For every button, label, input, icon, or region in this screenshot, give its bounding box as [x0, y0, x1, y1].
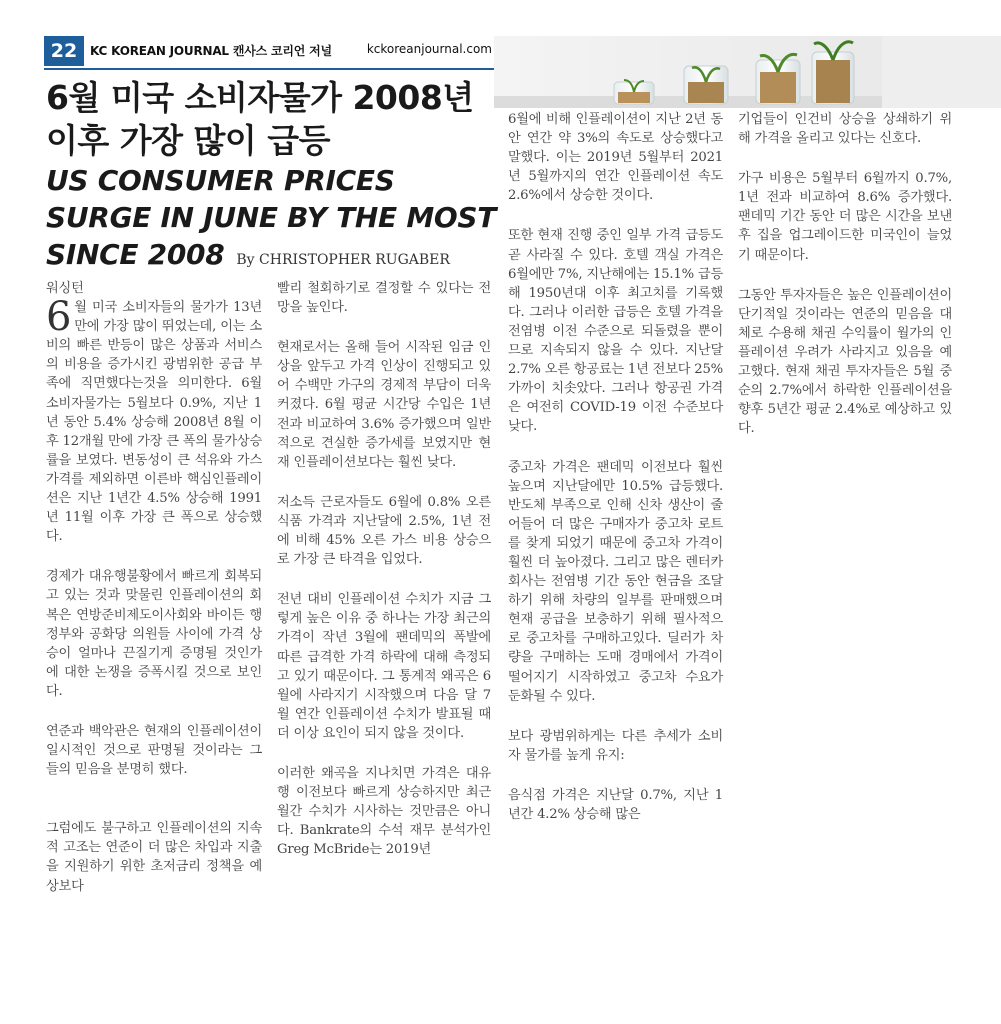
paragraph: 현재로서는 올해 들어 시작된 임금 인상을 앞두고 가격 인상이 진행되고 있어 수백만 가구의 경제적 부담이 더욱 커졌다. 6월 평균 시간당 수입은 1년 전과 비교하여 3.6% 증가했으며 일반적으로 견실한 증가세를 보였지만 현재 인플레이션보다는 훨씬 낮다.	[277, 340, 491, 470]
paragraph: 기업들이 인건비 상승을 상쇄하기 위해 가격을 올리고 있다는 신호다.	[738, 112, 952, 147]
article-column-2	[277, 279, 491, 859]
headline-english	[46, 162, 500, 279]
article-column-3	[508, 110, 723, 824]
jar-3	[756, 54, 800, 104]
paragraph: 중고차 가격은 팬데믹 이전보다 훨씬 높으며 지난달에만 10.5% 급등했다. 반도체 부족으로 인해 신차 생산이 줄어들어 더 많은 구매자가 중고차 로트를 찾게 되었기 때문에 중고차 가격이 훨씬 더 높아졌다. 그리고 많은 렌터카 회사는 전염병 기간 동안 현금을 조달하기 위해 차량의 일부를 판매했으며 현재 공급을 보충하기 위해 필사적으로 중고차를 구매하고있다. 딜러가 차량을 구매하는 도매 경매에서 가격이 떨어지기 시작하였고 중고차 수요가 둔화될 수 있다.	[508, 459, 723, 704]
paragraph: 이러한 왜곡을 지나치면 가격은 대유행 이전보다 빠르게 상승하지만 최근 월간 수치가 시사하는 것만큼은 아니다. Bankrate의 수석 재무 분석가인 Greg McBride는 2019년	[277, 765, 491, 858]
publication-name: KC KOREAN JOURNAL 캔사스 코리언 저널	[90, 44, 332, 58]
paragraph: 그럼에도 불구하고 인플레이션의 지속적 고조는 연준이 더 많은 차입과 지출을 지원하기 위한 초저금리 정책을 예상보다	[46, 821, 262, 894]
jar-2	[684, 66, 728, 104]
paragraph: 또한 현재 진행 중인 일부 가격 급등도 곧 사라질 수 있다. 호텔 객실 가격은 6월에만 7%, 지난해에는 15.1% 급등해 1950년대 이후 최고치를 기록했다. 그러나 이러한 급등은 호텔 가격을 전염병 이전 수준으로 되돌렸을 뿐이므로 지속되지 않을 수 있다. 지난달 2.7% 오른 항공료는 1년 전보다 25% 가까이 치솟았다. 그러나 항공권 가격은 여전히 COVID-19 이전 수준보다 낮다.	[508, 228, 723, 435]
website-url: kckoreanjournal.com	[366, 42, 492, 56]
paragraph: 가구 비용은 5월부터 6월까지 0.7%, 1년 전과 비교하여 8.6% 증가했다. 팬데믹 기간 동안 더 많은 시간을 보낸 후 집을 업그레이드한 미국인이 늘었기 때문이다.	[738, 171, 952, 263]
article-column-4	[738, 110, 952, 438]
jar-1	[614, 80, 654, 104]
byline: By CHRISTOPHER RUGABER	[236, 252, 450, 268]
paragraph: 저소득 근로자들도 6월에 0.8% 오른 식품 가격과 지난달에 2.5%, 1년 전에 비해 45% 오른 가스 비용 상승으로 가장 큰 타격을 입었다.	[277, 494, 491, 568]
lead-paragraph-text: 월 미국 소비자들의 물가가 13년 만에 가장 많이 뛰었는데, 이는 소비의 빠른 반등이 많은 상품과 서비스의 비용을 증가시킨 광범위한 공급 부족에 직면했다는것을 의미한다. 6월 소비자물가는 5월보다 0.9%, 지난 1년 동안 5.4% 상승해 2008년 8월 이후 12개월 만에 가장 큰 폭의 물가상승률을 보였다. 변동성이 큰 석유와 가스 가격를 제외하면 이른바 핵심인플레이션은 지난 1년간 4.5% 상승해 1991년 11월 이후 가장 큰 폭으로 상승했다.	[46, 300, 262, 545]
coin-jars-photo	[494, 36, 1001, 108]
headline-korean: 6월 미국 소비자물가 2008년 이후 가장 많이 급등	[46, 78, 474, 160]
dateline: 워싱턴	[46, 281, 84, 296]
paragraph: 전년 대비 인플레이션 수치가 지금 그렇게 높은 이유 중 하나는 가장 최근의 가격이 작년 3월에 팬데믹의 폭발에 따른 급격한 가격 하락에 대해 측정되고 있기 때문이다. 그 통계적 왜곡은 6월에 사라지기 시작했으며 다음 달 7월 연간 인플레이션 수치가 발표될 때 더 이상 요인이 되지 않을 것이다.	[277, 592, 491, 741]
paragraph: 경제가 대유행불황에서 빠르게 회복되고 있는 것과 맞물린 인플레이션의 회복은 연방준비제도이사회와 바이든 행정부와 공화당 의원들 사이에 가격 상승이 얼마나 끈질기게 증명될 것인가에 대한 논쟁을 증폭시킬 것으로 보인다.	[46, 569, 262, 699]
page-number: 22	[44, 36, 84, 66]
paragraph: 6월에 비해 인플레이션이 지난 2년 동안 연간 약 3%의 속도로 상승했다고 말했다. 이는 2019년 5월부터 2021년 5월까지의 연간 인플레이션 속도 2.6%에서 상승한 것이다.	[508, 112, 723, 204]
article-column-1	[46, 279, 262, 896]
paragraph: 연준과 백악관은 현재의 인플레이션이 일시적인 것으로 판명될 것이라는 그들의 믿음을 분명히 했다.	[46, 723, 262, 778]
header-rule	[44, 68, 494, 70]
paragraph: 음식점 가격은 지난달 0.7%, 지난 1년간 4.2% 상승해 많은	[508, 787, 723, 822]
paragraph: 그동안 투자자들은 높은 인플레이션이 단기적일 것이라는 연준의 믿음을 대체로 수용해 채권 수익률이 월가의 인플레이션 우려가 사라지고 있음을 예고했다. 현재 채권 투자자들은 5월 중순의 2.7%에서 하락한 인플레이션을 향후 5년간 평균 2.4%로 예상하고 있다.	[738, 287, 952, 437]
paragraph: 보다 광범위하게는 다른 추세가 소비자 물가를 높게 유지:	[508, 728, 723, 763]
headline-english-text: US CONSUMER PRICES SURGE IN JUNE BY THE MOST SINCE 2008	[46, 164, 497, 271]
paragraph: 빨리 철회하기로 결정할 수 있다는 전망을 높인다.	[277, 281, 491, 316]
drop-cap: 6	[46, 294, 72, 341]
page-header	[44, 36, 496, 66]
paragraph	[46, 294, 262, 546]
